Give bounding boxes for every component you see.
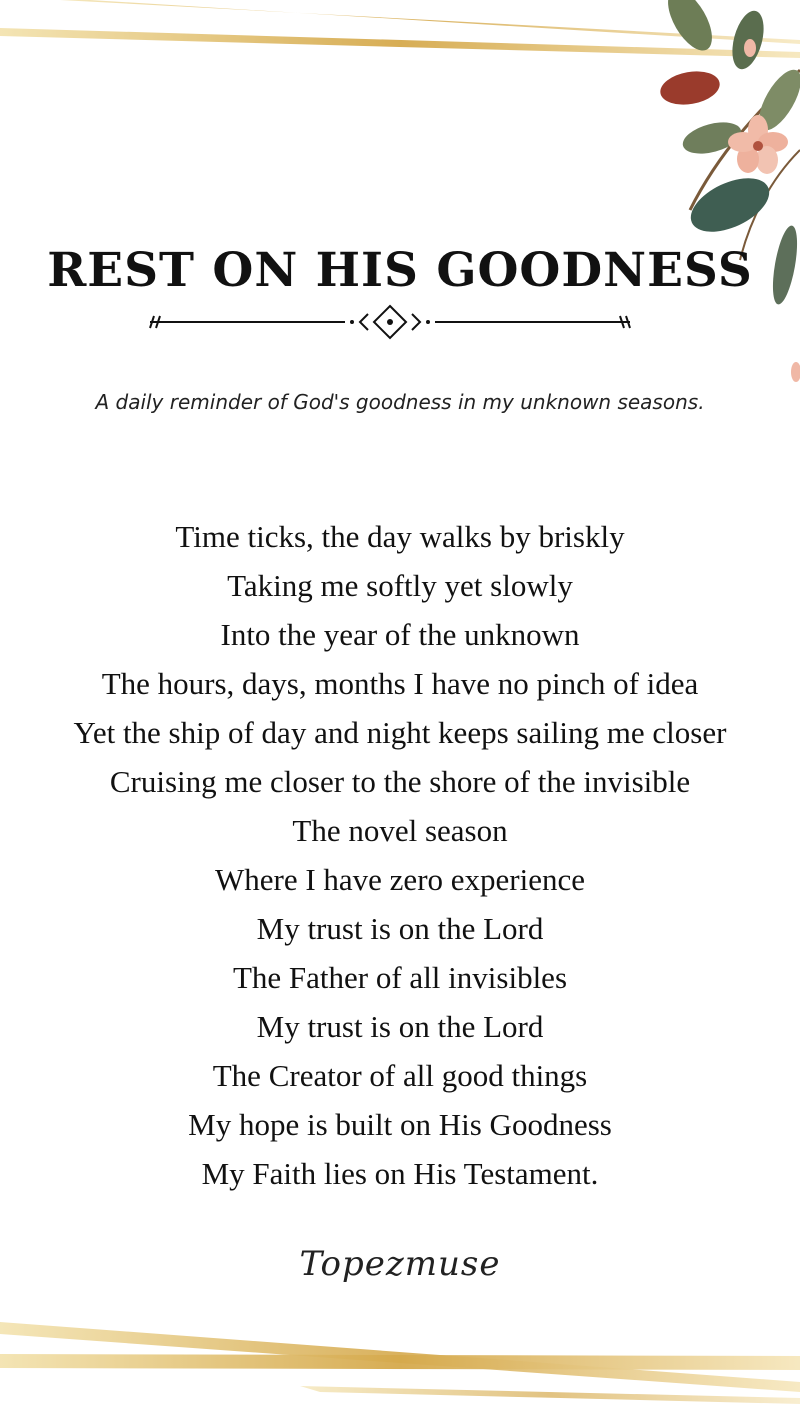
bottom-gold-stripe-1 [0,1322,800,1392]
poem-line: The hours, days, months I have no pinch of idea [101,666,699,701]
author-signature: Topezmuse [299,1244,501,1284]
subtitle: A daily reminder of God's goodness in my unknown seasons. [95,390,705,414]
bottom-gold-stripe-2 [0,1354,800,1370]
poem-line: Where I have zero experience [214,862,586,897]
poem-body [20,512,780,1198]
divider-ornament-icon [140,300,640,344]
poem-line: Cruising me closer to the shore of the invisible [109,764,691,799]
poem-line: My Faith lies on His Testament. [201,1156,599,1191]
poem-line: My trust is on the Lord [256,911,544,946]
poem-line: The Father of all invisibles [232,960,568,995]
top-gold-stripe-2 [60,0,800,44]
poem-line: My hope is built on His Goodness [188,1107,612,1142]
page-title: REST ON HIS GOODNESS [47,243,753,298]
poem-line: Time ticks, the day walks by briskly [175,519,625,554]
poem-line: The novel season [292,813,508,848]
floral-corner-icon [658,0,800,382]
bottom-gold-stripe-3 [300,1386,800,1404]
top-gold-stripe-1 [0,28,800,58]
poem-line: Taking me softly yet slowly [227,568,573,603]
poem-line: The Creator of all good things [212,1058,588,1093]
poem-line: Yet the ship of day and night keeps sailing me closer [73,715,727,750]
poem-line: Into the year of the unknown [220,617,580,652]
poem-line: My trust is on the Lord [256,1009,544,1044]
